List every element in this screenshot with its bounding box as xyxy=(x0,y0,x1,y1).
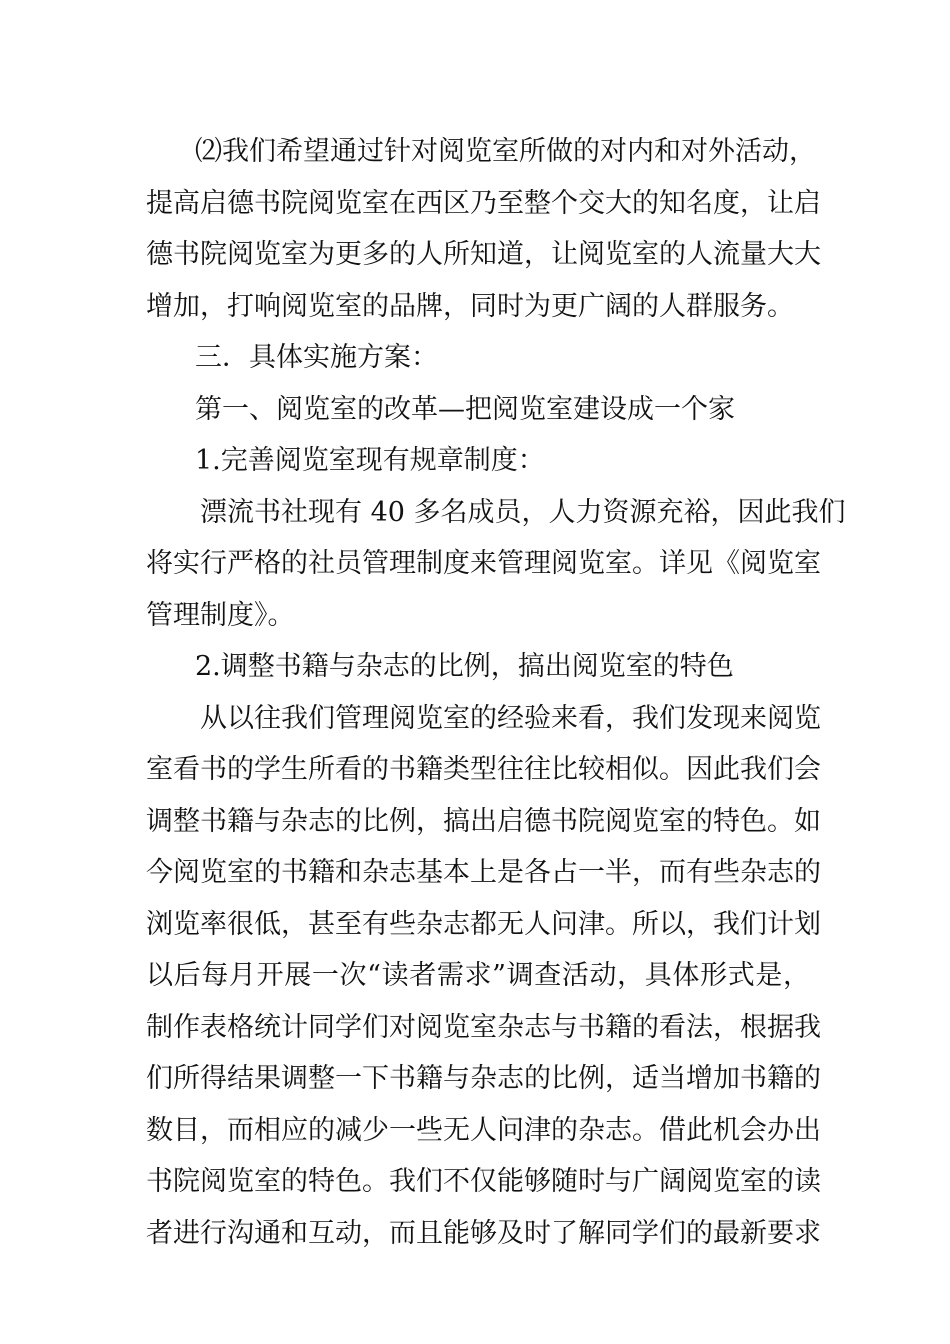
text-line: 者进行沟通和互动，而且能够及时了解同学们的最新要求 xyxy=(146,1217,821,1249)
document-body xyxy=(146,126,846,1259)
text-line: 书院阅览室的特色。我们不仅能够随时与广阔阅览室的读 xyxy=(146,1166,821,1197)
text-line: ⑵我们希望通过针对阅览室所做的对内和对外活动， xyxy=(195,136,816,167)
item-heading: 1.完善阅览室现有规章制度： xyxy=(195,445,545,476)
text-line: 提高启德书院阅览室在西区乃至整个交大的知名度，让启 xyxy=(146,187,821,219)
item-heading: 2.调整书籍与杂志的比例，搞出阅览室的特色 xyxy=(195,651,734,682)
section-heading: 三．具体实施方案： xyxy=(195,342,438,373)
text-line: 今阅览室的书籍和杂志基本上是各占一半，而有些杂志的 xyxy=(146,857,821,888)
text-line: 增加，打响阅览室的品牌，同时为更广阔的人群服务。 xyxy=(146,290,794,322)
subsection-heading: 第一、阅览室的改革—把阅览室建设成一个家 xyxy=(195,393,735,425)
text-line: 管理制度》。 xyxy=(146,599,295,631)
text-line: 从以往我们管理阅览室的经验来看，我们发现来阅览 xyxy=(200,702,821,734)
text-line: 数目，而相应的减少一些无人问津的杂志。借此机会办出 xyxy=(146,1114,821,1146)
text-line: 调整书籍与杂志的比例，搞出启德书院阅览室的特色。如 xyxy=(146,805,821,837)
text-line: 们所得结果调整一下书籍与杂志的比例，适当增加书籍的 xyxy=(146,1063,821,1094)
text-line: 以后每月开展一次“读者需求”调查活动，具体形式是， xyxy=(146,960,810,991)
text-line: 将实行严格的社员管理制度来管理阅览室。详见《阅览室 xyxy=(146,548,821,579)
text-line: 漂流书社现有 40 多名成员，人力资源充裕，因此我们 xyxy=(200,496,846,528)
text-line: 室看书的学生所看的书籍类型往往比较相似。因此我们会 xyxy=(146,754,821,785)
text-line: 德书院阅览室为更多的人所知道，让阅览室的人流量大大 xyxy=(146,239,821,270)
text-line: 制作表格统计同学们对阅览室杂志与书籍的看法，根据我 xyxy=(146,1011,821,1043)
text-line: 浏览率很低，甚至有些杂志都无人问津。所以，我们计划 xyxy=(146,908,821,940)
